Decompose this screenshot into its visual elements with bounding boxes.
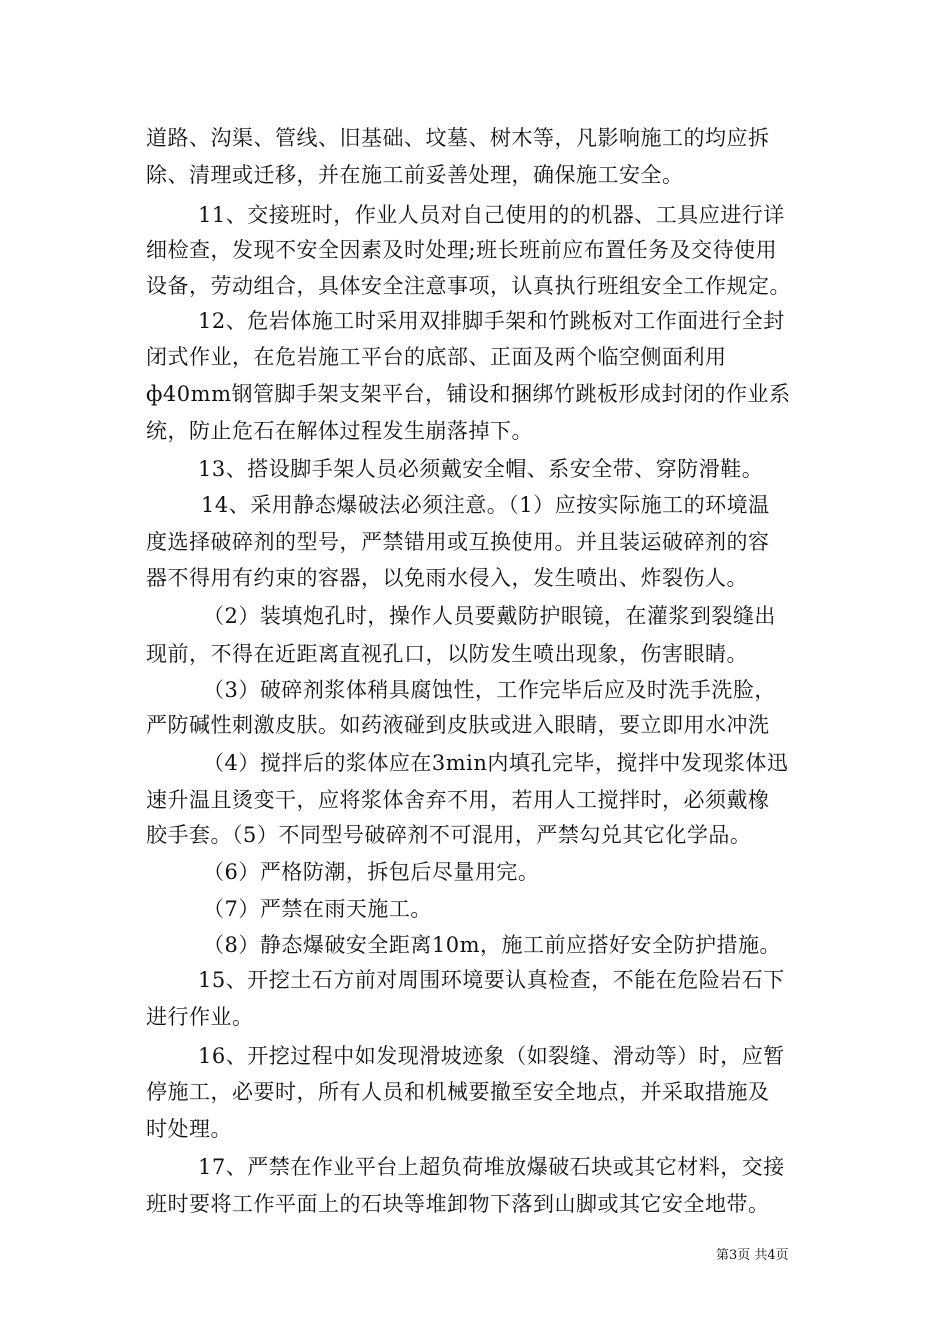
text-line: 胶手套。（5）不同型号破碎剂不可混用，严禁勾兑其它化学品。 [146, 823, 752, 847]
text-line: 12、危岩体施工时采用双排脚手架和竹跳板对工作面进行全封 [198, 309, 785, 333]
text-line: 闭式作业，在危岩施工平台的底部、正面及两个临空侧面利用 [146, 345, 727, 369]
text-line: （7）严禁在雨天施工。 [203, 897, 432, 921]
text-line: （2）装填炮孔时，操作人员要戴防护眼镜，在灌浆到裂缝出 [203, 604, 776, 628]
text-line: 统，防止危石在解体过程发生崩落掉下。 [146, 419, 533, 443]
text-line: 停施工，必要时，所有人员和机械要撤至安全地点，并采取措施及 [146, 1080, 770, 1104]
text-line: 器不得用有约束的容器，以免雨水侵入，发生喷出、炸裂伤人。 [146, 566, 748, 590]
text-line: 细检查，发现不安全因素及时处理;班长班前应布置任务及交待使用 [146, 238, 778, 262]
text-line: 班时要将工作平面上的石块等堆卸物下落到山脚或其它安全地带。 [146, 1192, 770, 1216]
text-line: 严防碱性刺激皮肤。如药液碰到皮肤或进入眼睛，要立即用水冲洗 [146, 713, 770, 737]
text-line: 度选择破碎剂的型号，严禁错用或互换使用。并且装运破碎剂的容 [146, 530, 770, 554]
text-line: 设备，劳动组合，具体安全注意事项，认真执行班组安全工作规定。 [146, 274, 791, 298]
text-line: 时处理。 [146, 1117, 232, 1141]
text-line: 进行作业。 [146, 1005, 254, 1029]
text-line: 14、采用静态爆破法必须注意。（1）应按实际施工的环境温 [201, 493, 770, 517]
page-number: 第3页 共4页 [716, 1248, 789, 1263]
text-line: 17、严禁在作业平台上超负荷堆放爆破石块或其它材料，交接 [198, 1155, 785, 1179]
text-line: （4）搅拌后的浆体应在3min内填孔完毕，搅拌中发现浆体迅 [203, 751, 789, 775]
text-line: 速升温且烫变干，应将浆体舍弃不用，若用人工搅拌时，必须戴橡 [146, 788, 770, 812]
text-line: ф40mm钢管脚手架支架平台，铺设和捆绑竹跳板形成封闭的作业系 [146, 382, 791, 406]
text-line: 16、开挖过程中如发现滑坡迹象（如裂缝、滑动等）时，应暂 [198, 1044, 785, 1068]
text-line: 除、清理或迁移，并在施工前妥善处理，确保施工安全。 [146, 163, 684, 187]
text-line: 11、交接班时，作业人员对自己使用的的机器、工具应进行详 [198, 203, 785, 227]
text-line: 13、搭设脚手架人员必须戴安全帽、系安全带、穿防滑鞋。 [198, 457, 764, 481]
text-line: 现前，不得在近距离直视孔口，以防发生喷出现象，伤害眼睛。 [146, 642, 748, 666]
text-line: 道路、沟渠、管线、旧基础、坟墓、树木等，凡影响施工的均应拆 [146, 126, 770, 150]
text-line: 15、开挖土石方前对周围环境要认真检查，不能在危险岩石下 [198, 968, 785, 992]
text-line: （6）严格防潮，拆包后尽量用完。 [203, 860, 540, 884]
text-line: （3）破碎剂浆体稍具腐蚀性，工作完毕后应及时洗手洗脸， [203, 678, 776, 702]
text-line: （8）静态爆破安全距离10m，施工前应搭好安全防护措施。 [203, 933, 781, 957]
